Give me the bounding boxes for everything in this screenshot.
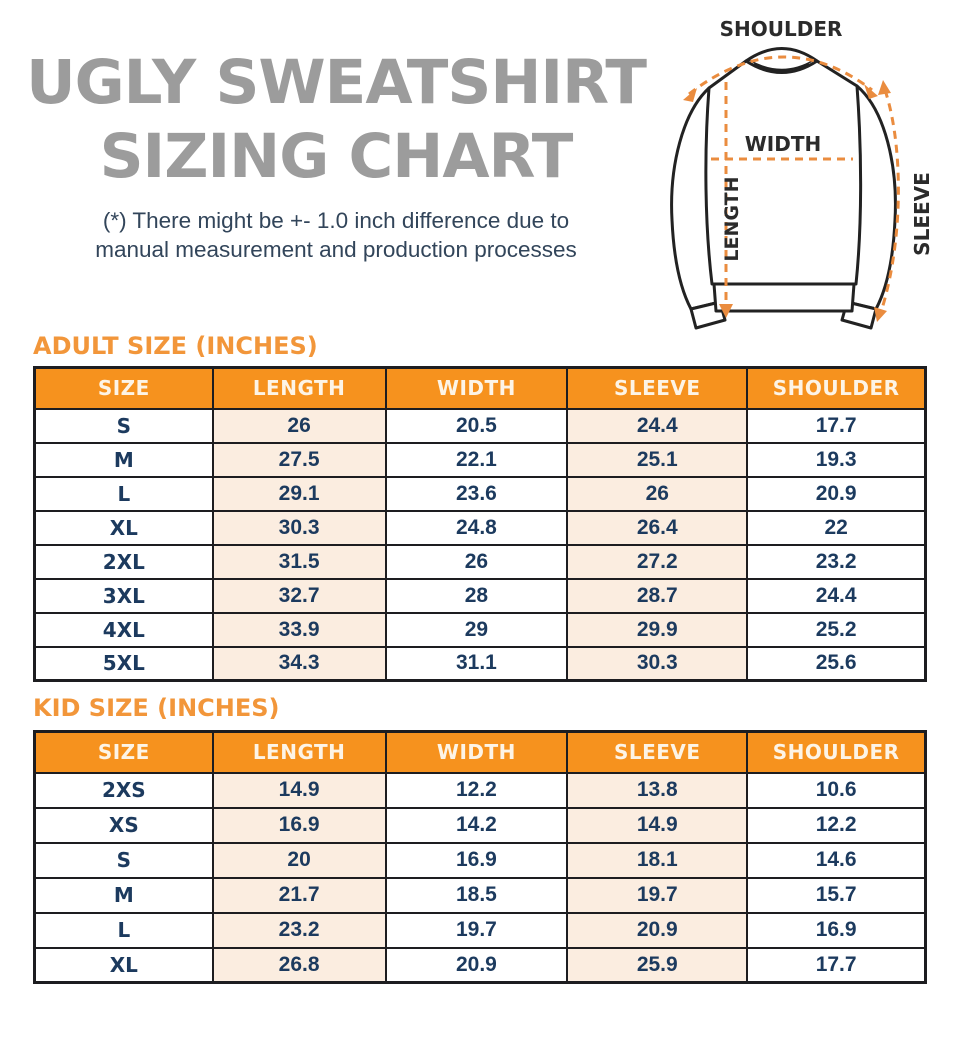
- measurement-cell: 20.9: [747, 477, 925, 511]
- size-cell: L: [35, 477, 213, 511]
- hem-band-shape: [714, 284, 854, 311]
- measurement-cell: 16.9: [386, 843, 568, 878]
- measurement-cell: 16.9: [747, 913, 925, 948]
- measurement-cell: 18.1: [567, 843, 747, 878]
- measurement-cell: 31.5: [213, 545, 386, 579]
- column-header-width: WIDTH: [386, 732, 568, 773]
- measurement-cell: 27.2: [567, 545, 747, 579]
- measurement-cell: 23.2: [213, 913, 386, 948]
- kid-size-table: [33, 730, 927, 984]
- sweatshirt-measurement-diagram: [645, 14, 960, 352]
- measurement-cell: 24.4: [747, 579, 925, 613]
- page-title-line1: UGLY SWEATSHIRT: [26, 47, 646, 118]
- measurement-cell: 19.7: [567, 878, 747, 913]
- measurement-cell: 18.5: [386, 878, 568, 913]
- measurement-cell: 23.2: [747, 545, 925, 579]
- size-cell: 3XL: [35, 579, 213, 613]
- table-row: [35, 878, 926, 913]
- column-header-length: LENGTH: [213, 368, 386, 409]
- measurement-cell: 17.7: [747, 948, 925, 983]
- width-label: WIDTH: [744, 132, 822, 156]
- measurement-cell: 14.9: [567, 808, 747, 843]
- sleeve-arrowhead-top: [878, 80, 891, 95]
- measurement-cell: 28.7: [567, 579, 747, 613]
- table-row: [35, 545, 926, 579]
- measurement-cell: 31.1: [386, 647, 568, 681]
- measurement-cell: 22.1: [386, 443, 568, 477]
- length-label: LENGTH: [721, 176, 743, 262]
- measurement-cell: 20: [213, 843, 386, 878]
- table-row: [35, 477, 926, 511]
- measurement-cell: 26.8: [213, 948, 386, 983]
- size-cell: XS: [35, 808, 213, 843]
- table-row: [35, 613, 926, 647]
- table-row: [35, 948, 926, 983]
- measurement-cell: 17.7: [747, 409, 925, 443]
- measurement-cell: 20.5: [386, 409, 568, 443]
- measurement-cell: 25.2: [747, 613, 925, 647]
- table-row: [35, 443, 926, 477]
- measurement-cell: 20.9: [386, 948, 568, 983]
- measurement-cell: 25.1: [567, 443, 747, 477]
- sweatshirt-illustration: [645, 14, 960, 352]
- column-header-width: WIDTH: [386, 368, 568, 409]
- measurement-cell: 34.3: [213, 647, 386, 681]
- measurement-cell: 32.7: [213, 579, 386, 613]
- measurement-cell: 28: [386, 579, 568, 613]
- disclaimer-line2: manual measurement and production processes: [95, 237, 577, 262]
- measurement-cell: 30.3: [213, 511, 386, 545]
- column-header-sleeve: SLEEVE: [567, 732, 747, 773]
- disclaimer-text: [18, 206, 654, 264]
- size-cell: M: [35, 878, 213, 913]
- column-header-size: SIZE: [35, 732, 213, 773]
- column-header-length: LENGTH: [213, 732, 386, 773]
- size-cell: 4XL: [35, 613, 213, 647]
- measurement-cell: 29.1: [213, 477, 386, 511]
- size-cell: S: [35, 409, 213, 443]
- shoulder-label: SHOULDER: [719, 17, 843, 41]
- measurement-cell: 24.4: [567, 409, 747, 443]
- size-cell: S: [35, 843, 213, 878]
- size-cell: M: [35, 443, 213, 477]
- table-row: [35, 843, 926, 878]
- size-cell: 2XS: [35, 773, 213, 808]
- measurement-cell: 33.9: [213, 613, 386, 647]
- measurement-cell: 15.7: [747, 878, 925, 913]
- column-header-shoulder: SHOULDER: [747, 368, 925, 409]
- size-cell: 2XL: [35, 545, 213, 579]
- sleeve-label: SLEEVE: [910, 172, 934, 256]
- table-row: [35, 409, 926, 443]
- measurement-cell: 29: [386, 613, 568, 647]
- measurement-cell: 14.6: [747, 843, 925, 878]
- measurement-cell: 21.7: [213, 878, 386, 913]
- kid-table-header-row: [35, 732, 926, 773]
- measurement-cell: 19.7: [386, 913, 568, 948]
- measurement-cell: 20.9: [567, 913, 747, 948]
- measurement-cell: 26: [567, 477, 747, 511]
- title-block: [18, 46, 654, 264]
- measurement-cell: 13.8: [567, 773, 747, 808]
- measurement-cell: 26: [213, 409, 386, 443]
- measurement-cell: 25.9: [567, 948, 747, 983]
- shoulder-arrowhead-left: [683, 88, 697, 102]
- table-row: [35, 647, 926, 681]
- measurement-cell: 16.9: [213, 808, 386, 843]
- measurement-cell: 26.4: [567, 511, 747, 545]
- size-cell: XL: [35, 948, 213, 983]
- column-header-shoulder: SHOULDER: [747, 732, 925, 773]
- size-cell: 5XL: [35, 647, 213, 681]
- disclaimer-line1: (*) There might be +- 1.0 inch difference due to: [102, 208, 570, 233]
- table-row: [35, 773, 926, 808]
- measurement-cell: 12.2: [747, 808, 925, 843]
- sleeve-arrowhead-bottom: [874, 307, 887, 322]
- column-header-sleeve: SLEEVE: [567, 368, 747, 409]
- table-row: [35, 579, 926, 613]
- table-row: [35, 808, 926, 843]
- adult-section-title: ADULT SIZE (INCHES): [33, 332, 318, 360]
- measurement-cell: 22: [747, 511, 925, 545]
- measurement-cell: 12.2: [386, 773, 568, 808]
- measurement-cell: 19.3: [747, 443, 925, 477]
- measurement-cell: 24.8: [386, 511, 568, 545]
- column-header-size: SIZE: [35, 368, 213, 409]
- measurement-cell: 30.3: [567, 647, 747, 681]
- measurement-cell: 14.2: [386, 808, 568, 843]
- measurement-cell: 14.9: [213, 773, 386, 808]
- size-cell: XL: [35, 511, 213, 545]
- table-row: [35, 913, 926, 948]
- size-cell: L: [35, 913, 213, 948]
- measurement-cell: 10.6: [747, 773, 925, 808]
- kid-section-title: KID SIZE (INCHES): [33, 694, 280, 722]
- measurement-cell: 25.6: [747, 647, 925, 681]
- table-row: [35, 511, 926, 545]
- measurement-cell: 23.6: [386, 477, 568, 511]
- adult-size-table: [33, 366, 927, 682]
- page-title-line2: SIZING CHART: [99, 121, 573, 192]
- measurement-cell: 27.5: [213, 443, 386, 477]
- measurement-cell: 26: [386, 545, 568, 579]
- adult-table-header-row: [35, 368, 926, 409]
- measurement-cell: 29.9: [567, 613, 747, 647]
